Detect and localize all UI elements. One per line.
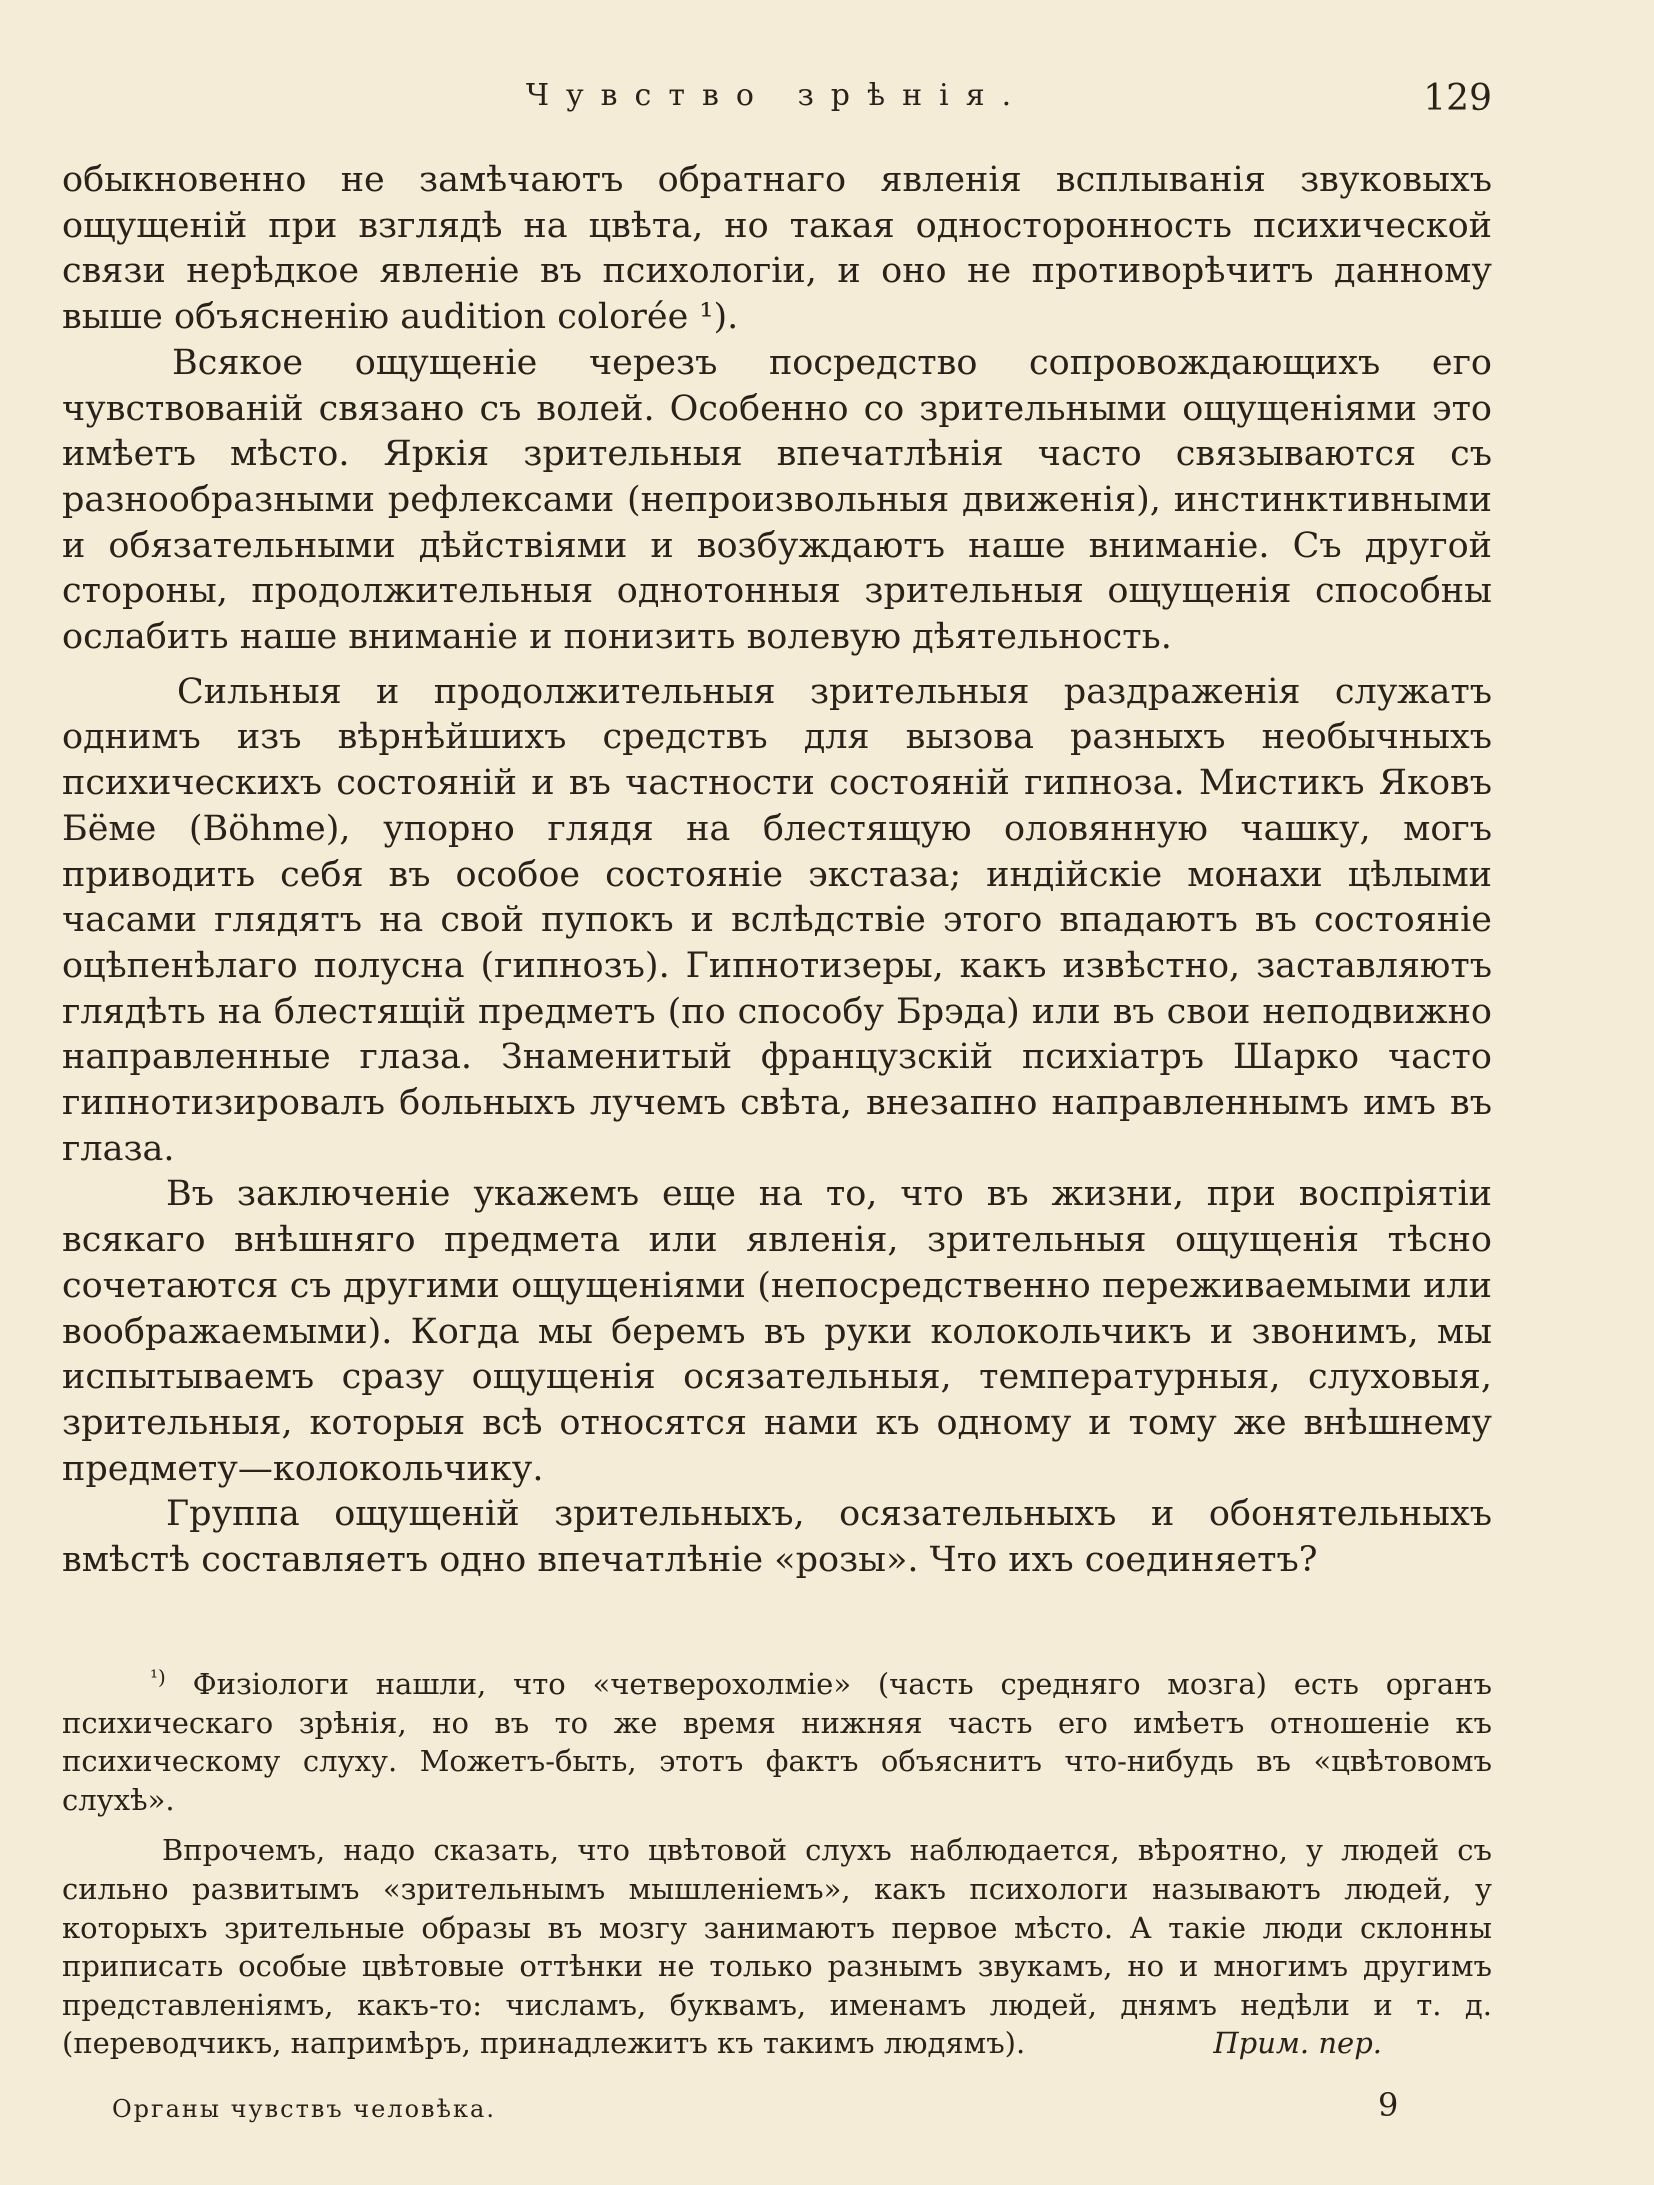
footnote-1-continuation-text: Впрочемъ, надо сказать, что цвѣтовой слухъ наблюдается, вѣроятно, у людей съ сильно развитымъ «зрительнымъ мышленіемъ», какъ психологи называютъ людей, у которыхъ зрительные образы въ мозгу занимаютъ первое мѣсто. А такіе люди склонны приписать особые цвѣтовые оттѣнки не только разнымъ звукамъ, но и многимъ другимъ представленіямъ, какъ-то: числамъ, буквамъ, именамъ людей, днямъ недѣли и т. д. (переводчикъ, напримѣръ, принадлежитъ къ такимъ людямъ). — [62, 1833, 1492, 2061]
paragraph-will: Всякое ощущеніе черезъ посредство сопровождающихъ его чувствованій связано съ волей. Особенно со зрительными ощущеніями это имѣетъ мѣсто. Яркія зрительныя впечатлѣнія часто связываются съ разнообразными рефлексами (непроизвольныя движенія), инстинктивными и обязательными дѣйствіями и возбуждаютъ наше вниманіе. Съ другой стороны, продолжительныя однотонныя зрительныя ощущенія способны ослабить наше вниманіе и понизить волевую дѣятельность. — [62, 342, 1492, 658]
footnote-1 — [62, 1658, 1492, 1819]
page-number: 129 — [1423, 78, 1492, 119]
body-text — [62, 158, 1492, 1584]
running-title: Чувство зрѣнія. — [525, 78, 1029, 113]
printer-signature: Органы чувствъ человѣка. — [112, 2095, 496, 2123]
paragraph-gap — [62, 661, 1492, 670]
paragraph-hypnosis: Сильныя и продолжительныя зрительныя раздраженія служатъ однимъ изъ вѣрнѣйшихъ средствъ для вызова разныхъ необычныхъ психическихъ состояній и въ частности состояній гипноза. Мистикъ Яковъ Бёме (Böhme), упорно глядя на блестящую оловянную чашку, могъ приводить себя въ особое состояніе экстаза; индійскіе монахи цѣлыми часами глядятъ на свой пупокъ и вслѣдствіе этого впадаютъ въ состояніе оцѣпенѣлаго полусна (гипнозъ). Гипнотизеры, какъ извѣстно, заставляютъ глядѣть на блестящій предметъ (по способу Брэда) или въ свои неподвижно направленные глаза. Знаменитый французскій психіатръ Шарко часто гипнотизировалъ больныхъ лучемъ свѣта, внезапно направленнымъ имъ въ глаза. — [62, 671, 1492, 1169]
footnote-1-continuation — [62, 1831, 1492, 2063]
footnote-1-text: Физіологи нашли, что «четверохолміе» (часть средняго мозга) есть органъ психическаго зрѣнія, но въ то же время нижняя часть его имѣетъ отношеніе къ психическому слуху. Можетъ-быть, этотъ фактъ объяснитъ что-нибудь въ «цвѣтовомъ слухѣ». — [62, 1667, 1492, 1817]
sheet-number: 9 — [1378, 2086, 1399, 2124]
translator-note-sign: Прим. пер. — [1213, 2026, 1382, 2061]
paragraph-rose: Группа ощущеній зрительныхъ, осязательныхъ и обонятельныхъ вмѣстѣ составляетъ одно впечатлѣніе «розы». Что ихъ соединяетъ? — [62, 1494, 1492, 1581]
footnotes — [62, 1658, 1492, 2063]
running-head — [62, 78, 1492, 122]
footnote-marker: ¹) — [150, 1665, 166, 1689]
paragraph-conclusion: Въ заключеніе укажемъ еще на то, что въ жизни, при воспріятіи всякаго внѣшняго предмета или явленія, зрительныя ощущенія тѣсно сочетаются съ другими ощущеніями (непосредственно переживаемыми или воображаемыми). Когда мы беремъ въ руки колокольчикъ и звонимъ, мы испытываемъ сразу ощущенія осязательныя, температурныя, слуховыя, зрительныя, которыя всѣ относятся нами къ одному и тому же внѣшнему предмету—колокольчику. — [62, 1174, 1492, 1489]
paragraph-continuation: обыкновенно не замѣчаютъ обратнаго явленія всплыванія звуковыхъ ощущеній при взглядѣ на цвѣта, но такая односторонность психической связи нерѣдкое явленіе въ психологіи, и оно не противорѣчитъ данному выше объясненію audition colorée ¹). — [62, 160, 1492, 338]
